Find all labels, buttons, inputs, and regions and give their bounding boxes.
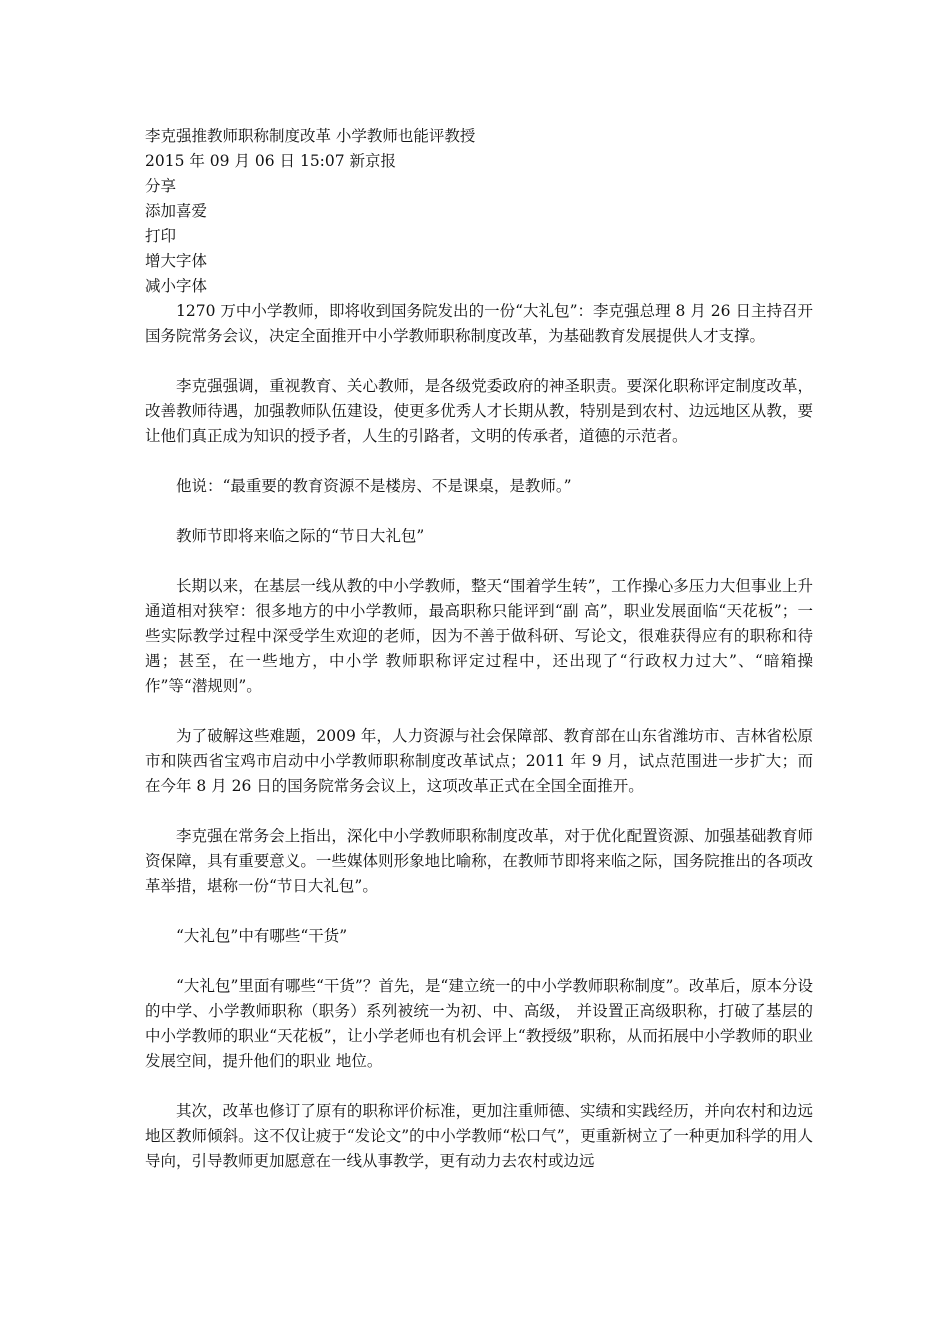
document-page <box>145 124 813 1199</box>
print-link[interactable]: 打印 <box>145 227 177 245</box>
section-heading-1: 教师节即将来临之际的“节日大礼包” <box>176 527 425 545</box>
paragraph-2: 李克强强调，重视教育、关心教师，是各级党委政府的神圣职责。要深化职称评定制度改革，改善教师待遇，加强教师队伍建设，使更多优秀人才长期从教，特别是到农村、边远地区从教，要让他们真正成为知识的授予者，人生的引路者，文明的传承者，道德的示范者。 <box>145 377 813 445</box>
add-favorite-link[interactable]: 添加喜爱 <box>145 202 208 220</box>
section-heading-2: “大礼包”中有哪些“干货” <box>176 927 348 945</box>
paragraph-4: 长期以来，在基层一线从教的中小学教师，整天“围着学生转”，工作操心多压力大但事业上升通道相对狭窄：很多地方的中小学教师，最高职称只能评到“副 高”，职业发展面临“天花板”；一些实际教学过程中深受学生欢迎的老师，因为不善于做科研、写论文，很难获得应有的职称和待遇；甚至，在一些地方，中小学 教师职称评定过程中，还出现了“行政权力过大”、“暗箱操作”等“潜规则”。 <box>145 577 813 695</box>
paragraph-1: 1270 万中小学教师，即将收到国务院发出的一份“大礼包”：李克强总理 8 月 26 日主持召开国务院常务会议，决定全面推开中小学教师职称制度改革，为基础教育发展提供人才支撑。 <box>145 302 813 345</box>
paragraph-6: 李克强在常务会上指出，深化中小学教师职称制度改革，对于优化配置资源、加强基础教育师资保障，具有重要意义。一些媒体则形象地比喻称，在教师节即将来临之际，国务院推出的各项改革举措，堪称一份“节日大礼包”。 <box>145 827 813 895</box>
paragraph-3: 他说：“最重要的教育资源不是楼房、不是课桌，是教师。” <box>176 477 572 495</box>
increase-font-link[interactable]: 增大字体 <box>145 252 208 270</box>
paragraph-5: 为了破解这些难题，2009 年，人力资源与社会保障部、教育部在山东省潍坊市、吉林省松原市和陕西省宝鸡市启动中小学教师职称制度改革试点；2011 年 9 月，试点范围进一步扩大；而在今年 8 月 26 日的国务院常务会议上，这项改革正式在全国全面推开。 <box>145 727 813 795</box>
article-title: 李克强推教师职称制度改革 小学教师也能评教授 <box>145 127 476 145</box>
article-meta: 2015 年 09 月 06 日 15:07 新京报 <box>145 152 397 170</box>
decrease-font-link[interactable]: 减小字体 <box>145 277 208 295</box>
paragraph-7: “大礼包”里面有哪些“干货”？首先，是“建立统一的中小学教师职称制度”。改革后，原本分设的中学、小学教师职称（职务）系列被统一为初、中、高级， 并设置正高级职称，打破了基层的中小学教师的职业“天花板”，让小学老师也有机会评上“教授级”职称，从而拓展中小学教师的职业发展空间，提升他们的职业 地位。 <box>145 977 813 1070</box>
share-link[interactable]: 分享 <box>145 177 177 195</box>
paragraph-8: 其次，改革也修订了原有的职称评价标准，更加注重师德、实绩和实践经历，并向农村和边远地区教师倾斜。这不仅让疲于“发论文”的中小学教师“松口气”，更重新树立了一种更加科学的用人导向，引导教师更加愿意在一线从事教学，更有动力去农村或边远 <box>145 1102 813 1170</box>
